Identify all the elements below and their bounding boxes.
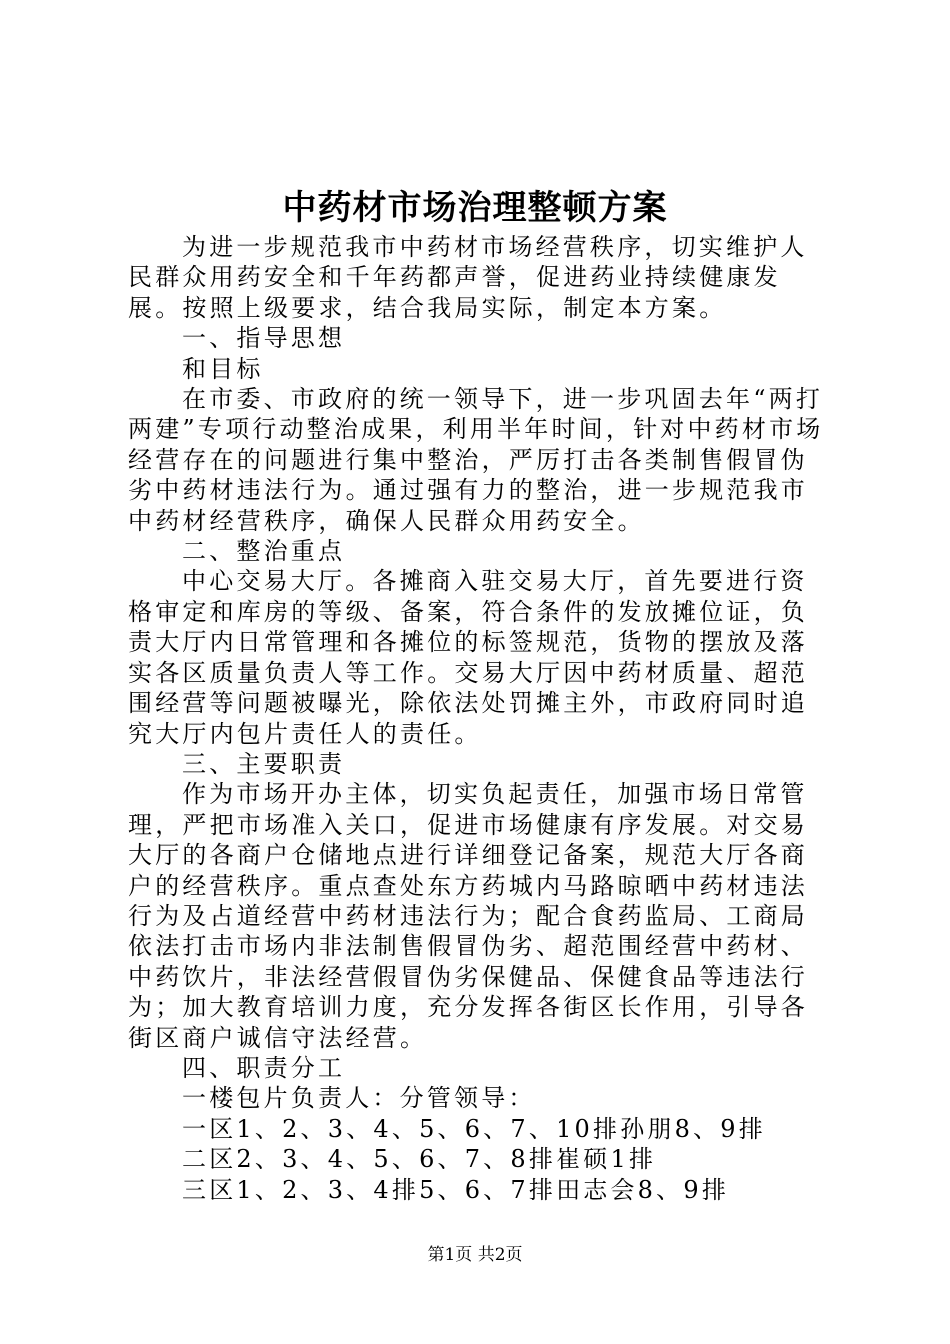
section-2-paragraph: 中心交易大厅。各摊商入驻交易大厅，首先要进行资格审定和库房的等级、备案，符合条件的发放摊位证，负责大厅内日常管理和各摊位的标签规范，货物的摆放及落实各区质量负责人等工作。交易大厅因中药材质量、超范围经营等问题被曝光，除依法处罚摊主外，市政府同时追究大厅内包片责任人的责任。 (128, 567, 808, 748)
duty-line: 三区1、2、3、4排5、6、7排田志会8、9排 (182, 1175, 730, 1204)
intro-paragraph: 为进一步规范我市中药材市场经营秩序，切实维护人民群众用药安全和千年药都声誉，促进药业持续健康发展。按照上级要求，结合我局实际，制定本方案。 (128, 233, 808, 322)
duty-line: 一楼包片负责人：分管领导： (182, 1084, 536, 1113)
section-1-heading: 一、指导思想 (182, 324, 346, 353)
section-1-heading-continuation: 和目标 (182, 354, 264, 383)
document-title: 中药材市场治理整顿方案 (282, 188, 668, 228)
page-footer: 第1页 共2页 (427, 1245, 523, 1265)
section-2-heading: 二、整治重点 (182, 537, 346, 566)
section-4-heading: 四、职责分工 (182, 1053, 346, 1082)
section-3-paragraph: 作为市场开办主体，切实负起责任，加强市场日常管理，严把市场准入关口，促进市场健康有序发展。对交易大厅的各商户仓储地点进行详细登记备案，规范大厅各商户的经营秩序。重点查处东方药城内马路晾晒中药材违法行为及占道经营中药材违法行为；配合食药监局、工商局依法打击市场内非法制售假冒伪劣、超范围经营中药材、中药饮片，非法经营假冒伪劣保健品、保健食品等违法行为；加大教育培训力度，充分发挥各街区长作用，引导各街区商户诚信守法经营。 (128, 780, 808, 1052)
section-1-paragraph: 在市委、市政府的统一领导下，进一步巩固去年“两打两建”专项行动整治成果，利用半年时间，针对中药材市场经营存在的问题进行集中整治，严厉打击各类制售假冒伪劣中药材违法行为。通过强有力的整治，进一步规范我市中药材经营秩序，确保人民群众用药安全。 (128, 385, 824, 535)
section-3-heading: 三、主要职责 (182, 749, 346, 778)
duty-line: 二区2、3、4、5、6、7、8排崔硕1排 (182, 1145, 657, 1174)
document-body (128, 232, 834, 1205)
duty-line: 一区1、2、3、4、5、6、7、10排孙朋8、9排 (182, 1114, 766, 1143)
